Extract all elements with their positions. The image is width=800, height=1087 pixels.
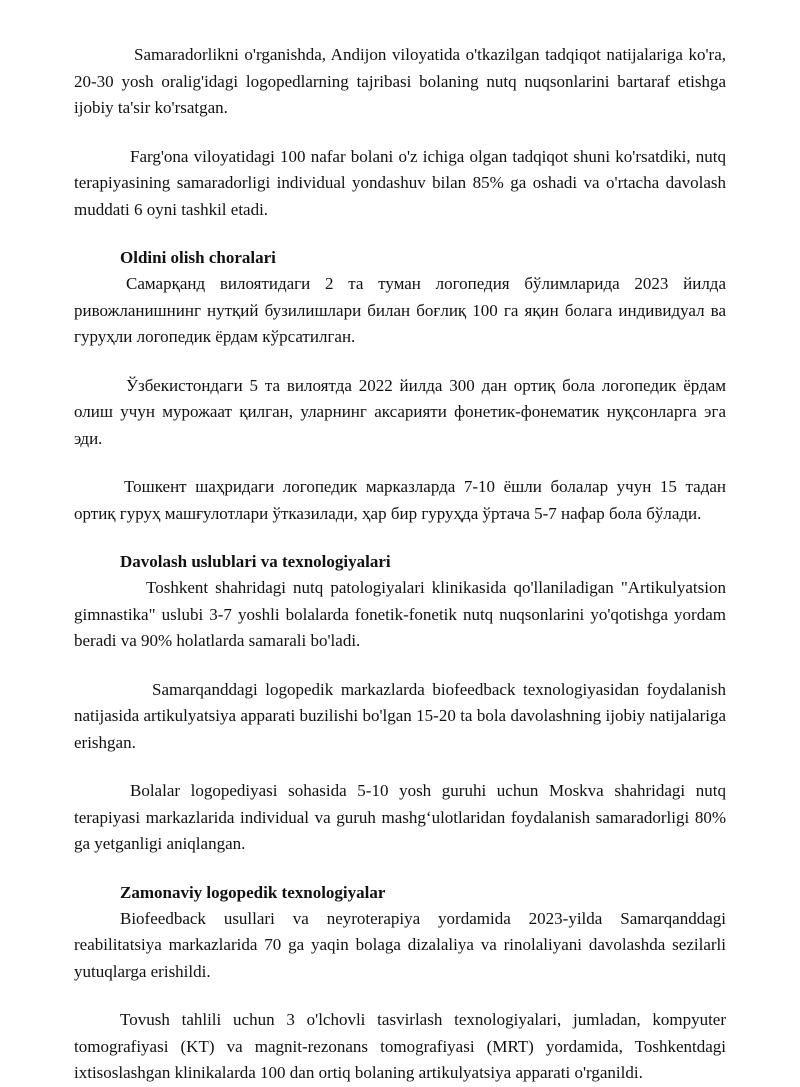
paragraph-modern-1: Biofeedback usullari va neyroterapiya yordamida 2023-yilda Samarqanddagi reabilitatsiya markazlarida 70 ga yaqin bolaga dizalaliya va rinolaliyani davolashda sezilarli yutuqlarga erishildi. bbox=[74, 908, 726, 981]
paragraph-treatment-2: Samarqanddagi logopedik markazlarda biofeedback texnologiyasidan foydalanish natijasida artikulyatsiya apparati buzilishi bo'lgan 15-20 ta bola davolashning ijobiy natijalariga erishgan. bbox=[74, 679, 726, 752]
paragraph-treatment-3: Bolalar logopediyasi sohasida 5-10 yosh guruhi uchun Moskva shahridagi nutq terapiyasi markazlarida individual va guruh mashg‘ulotlaridan foydalanish samaradorligi 80% ga yetganligi aniqlangan. bbox=[74, 781, 726, 853]
paragraph-treatment-1: Toshkent shahridagi nutq patologiyalari klinikasida qo'llaniladigan "Artikulyatsion gimnastika" uslubi 3-7 yoshli bolalarda fonetik-fonetik nutq nuqsonlarini yo'qotishga yordam beradi va 90% holatlarda samarali bo'ladi. bbox=[74, 578, 726, 650]
section-heading-modern-technologies: Zamonaviy logopedik texnologiyalar bbox=[120, 882, 386, 902]
paragraph-modern-2: Tovush tahlili uchun 3 o'lchovli tasvirlash texnologiyalari, jumladan, kompyuter tomografiyasi (KT) va magnit-rezonans tomografiyasi (MRT) yordamida, Toshkentdagi ixtisoslashgan klinikalarda 100 dan ortiq bolaning artikulyatsiya apparati o'rganildi. bbox=[74, 1010, 726, 1082]
paragraph-prevention-1: Самарқанд вилоятидаги 2 та туман логопедия бўлимларида 2023 йилда ривожланишнинг нутқий бузилишлари билан боғлиқ 100 га яқин болага индивидуал ва гуруҳли логопедик ёрдам кўрсатилган. bbox=[74, 274, 726, 346]
paragraph-intro-1: Samaradorlikni o'rganishda, Andijon viloyatida o'tkazilgan tadqiqot natijalariga ko'ra, 20-30 yosh oralig'idagi logopedlarning tajribasi bolaning nutq nuqsonlarini bartaraf etishga ijobiy ta'sir ko'rsatgan. bbox=[74, 45, 726, 117]
paragraph-intro-2: Farg'ona viloyatidagi 100 nafar bolani o'z ichiga olgan tadqiqot shuni ko'rsatdiki, nutq terapiyasining samaradorligi individual yondashuv bilan 85% ga oshadi va o'rtacha davolash muddati 6 oyni tashkil etadi. bbox=[74, 146, 726, 219]
paragraph-prevention-2: Ўзбекистондаги 5 та вилоятда 2022 йилда 300 дан ортиқ бола логопедик ёрдам олиш учун мурожаат қилган, уларнинг аксарияти фонетик-фонематик нуқсонларга эга эди. bbox=[74, 375, 726, 448]
section-heading-treatment-methods: Davolash uslublari va texnologiyalari bbox=[120, 552, 391, 571]
paragraph-prevention-3: Тошкент шаҳридаги логопедик марказларда 7-10 ёшли болалар учун 15 тадан ортиқ гуруҳ машғулотлари ўтказилади, ҳар бир гуруҳда ўртача 5-7 нафар бола бўлади. bbox=[74, 477, 726, 523]
section-heading-prevention: Oldini olish choralari bbox=[120, 248, 276, 267]
